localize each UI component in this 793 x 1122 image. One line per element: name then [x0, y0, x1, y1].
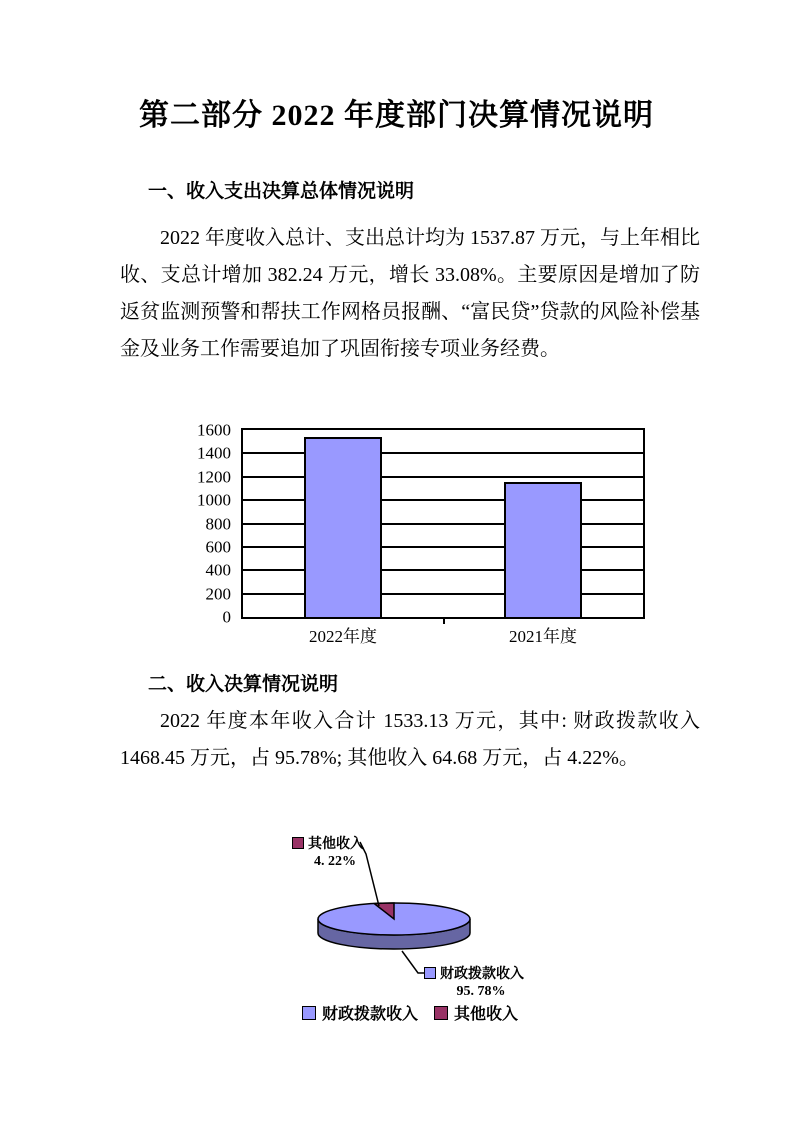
y-axis-tick-label: 800	[205, 514, 231, 533]
pie-legend	[120, 1001, 700, 1024]
bar-chart-gridline	[243, 593, 643, 595]
pie-callout-other-pct: 4. 22%	[314, 854, 356, 869]
y-axis-tick-label: 1000	[197, 490, 231, 510]
pie-callout-other	[292, 833, 364, 870]
y-axis-tick-label: 1400	[197, 443, 231, 463]
other-income-swatch-icon	[292, 837, 304, 849]
other-income-legend-swatch-icon	[434, 1006, 448, 1020]
fiscal-income-swatch-icon	[424, 967, 436, 979]
pie-callout-fiscal-label: 财政拨款收入	[440, 967, 524, 982]
bar-chart-x-axis	[243, 622, 643, 644]
legend-label-other: 其他收入	[454, 1006, 519, 1023]
pie-callout-fiscal-pct: 95. 78%	[456, 984, 506, 999]
bar-chart-gridline	[243, 569, 643, 571]
pie-callout-other-label: 其他收入	[308, 837, 364, 852]
pie-callout-line-fiscal	[402, 951, 425, 973]
y-axis-tick-label: 600	[205, 537, 231, 557]
bar-chart-gridline	[243, 452, 643, 454]
x-axis-tick-label: 2021年度	[509, 627, 577, 646]
legend-label-fiscal: 财政拨款收入	[321, 1006, 418, 1023]
pie-callout-fiscal	[424, 963, 524, 1000]
page-title: 第二部分 2022 年度部门决算情况说明	[139, 99, 654, 132]
bar-chart-gridline	[243, 523, 643, 525]
y-axis-tick-label: 1600	[197, 420, 231, 440]
fiscal-income-legend-swatch-icon	[302, 1006, 316, 1020]
section-2-paragraph: 2022 年度本年收入合计 1533.13 万元，其中: 财政拨款收入 1468.45 万元，占 95.78%; 其他收入 64.68 万元，占 4.22%。	[120, 710, 700, 769]
section-1-heading: 一、收入支出决算总体情况说明	[148, 181, 415, 202]
y-axis-tick-label: 200	[205, 584, 231, 604]
bar-chart-y-axis	[185, 420, 235, 627]
section-2-heading: 二、收入决算情况说明	[148, 674, 339, 695]
y-axis-tick-label: 400	[205, 560, 231, 580]
y-axis-tick-label: 1200	[197, 467, 231, 487]
section-1-paragraph: 2022 年度收入总计、支出总计均为 1537.87 万元，与上年相比收、支总计增加 382.24 万元，增长 33.08%。主要原因是增加了防返贫监测预警和帮扶工作网格员报酬、“富民贷”贷款的风险补偿基金及业务工作需要追加了巩固衔接专项业务经费。	[120, 227, 700, 360]
y-axis-tick-label: 0	[222, 607, 231, 627]
bar-chart-gridline	[243, 476, 643, 478]
bar-chart-plot	[241, 428, 645, 619]
bar-chart-gridline	[243, 499, 643, 501]
x-axis-tick-label: 2022年度	[309, 627, 377, 646]
bar-chart-gridline	[243, 546, 643, 548]
bar-1	[504, 482, 582, 617]
legend-item-other	[434, 1001, 518, 1024]
bar-0	[304, 437, 382, 617]
legend-item-fiscal	[302, 1001, 418, 1024]
